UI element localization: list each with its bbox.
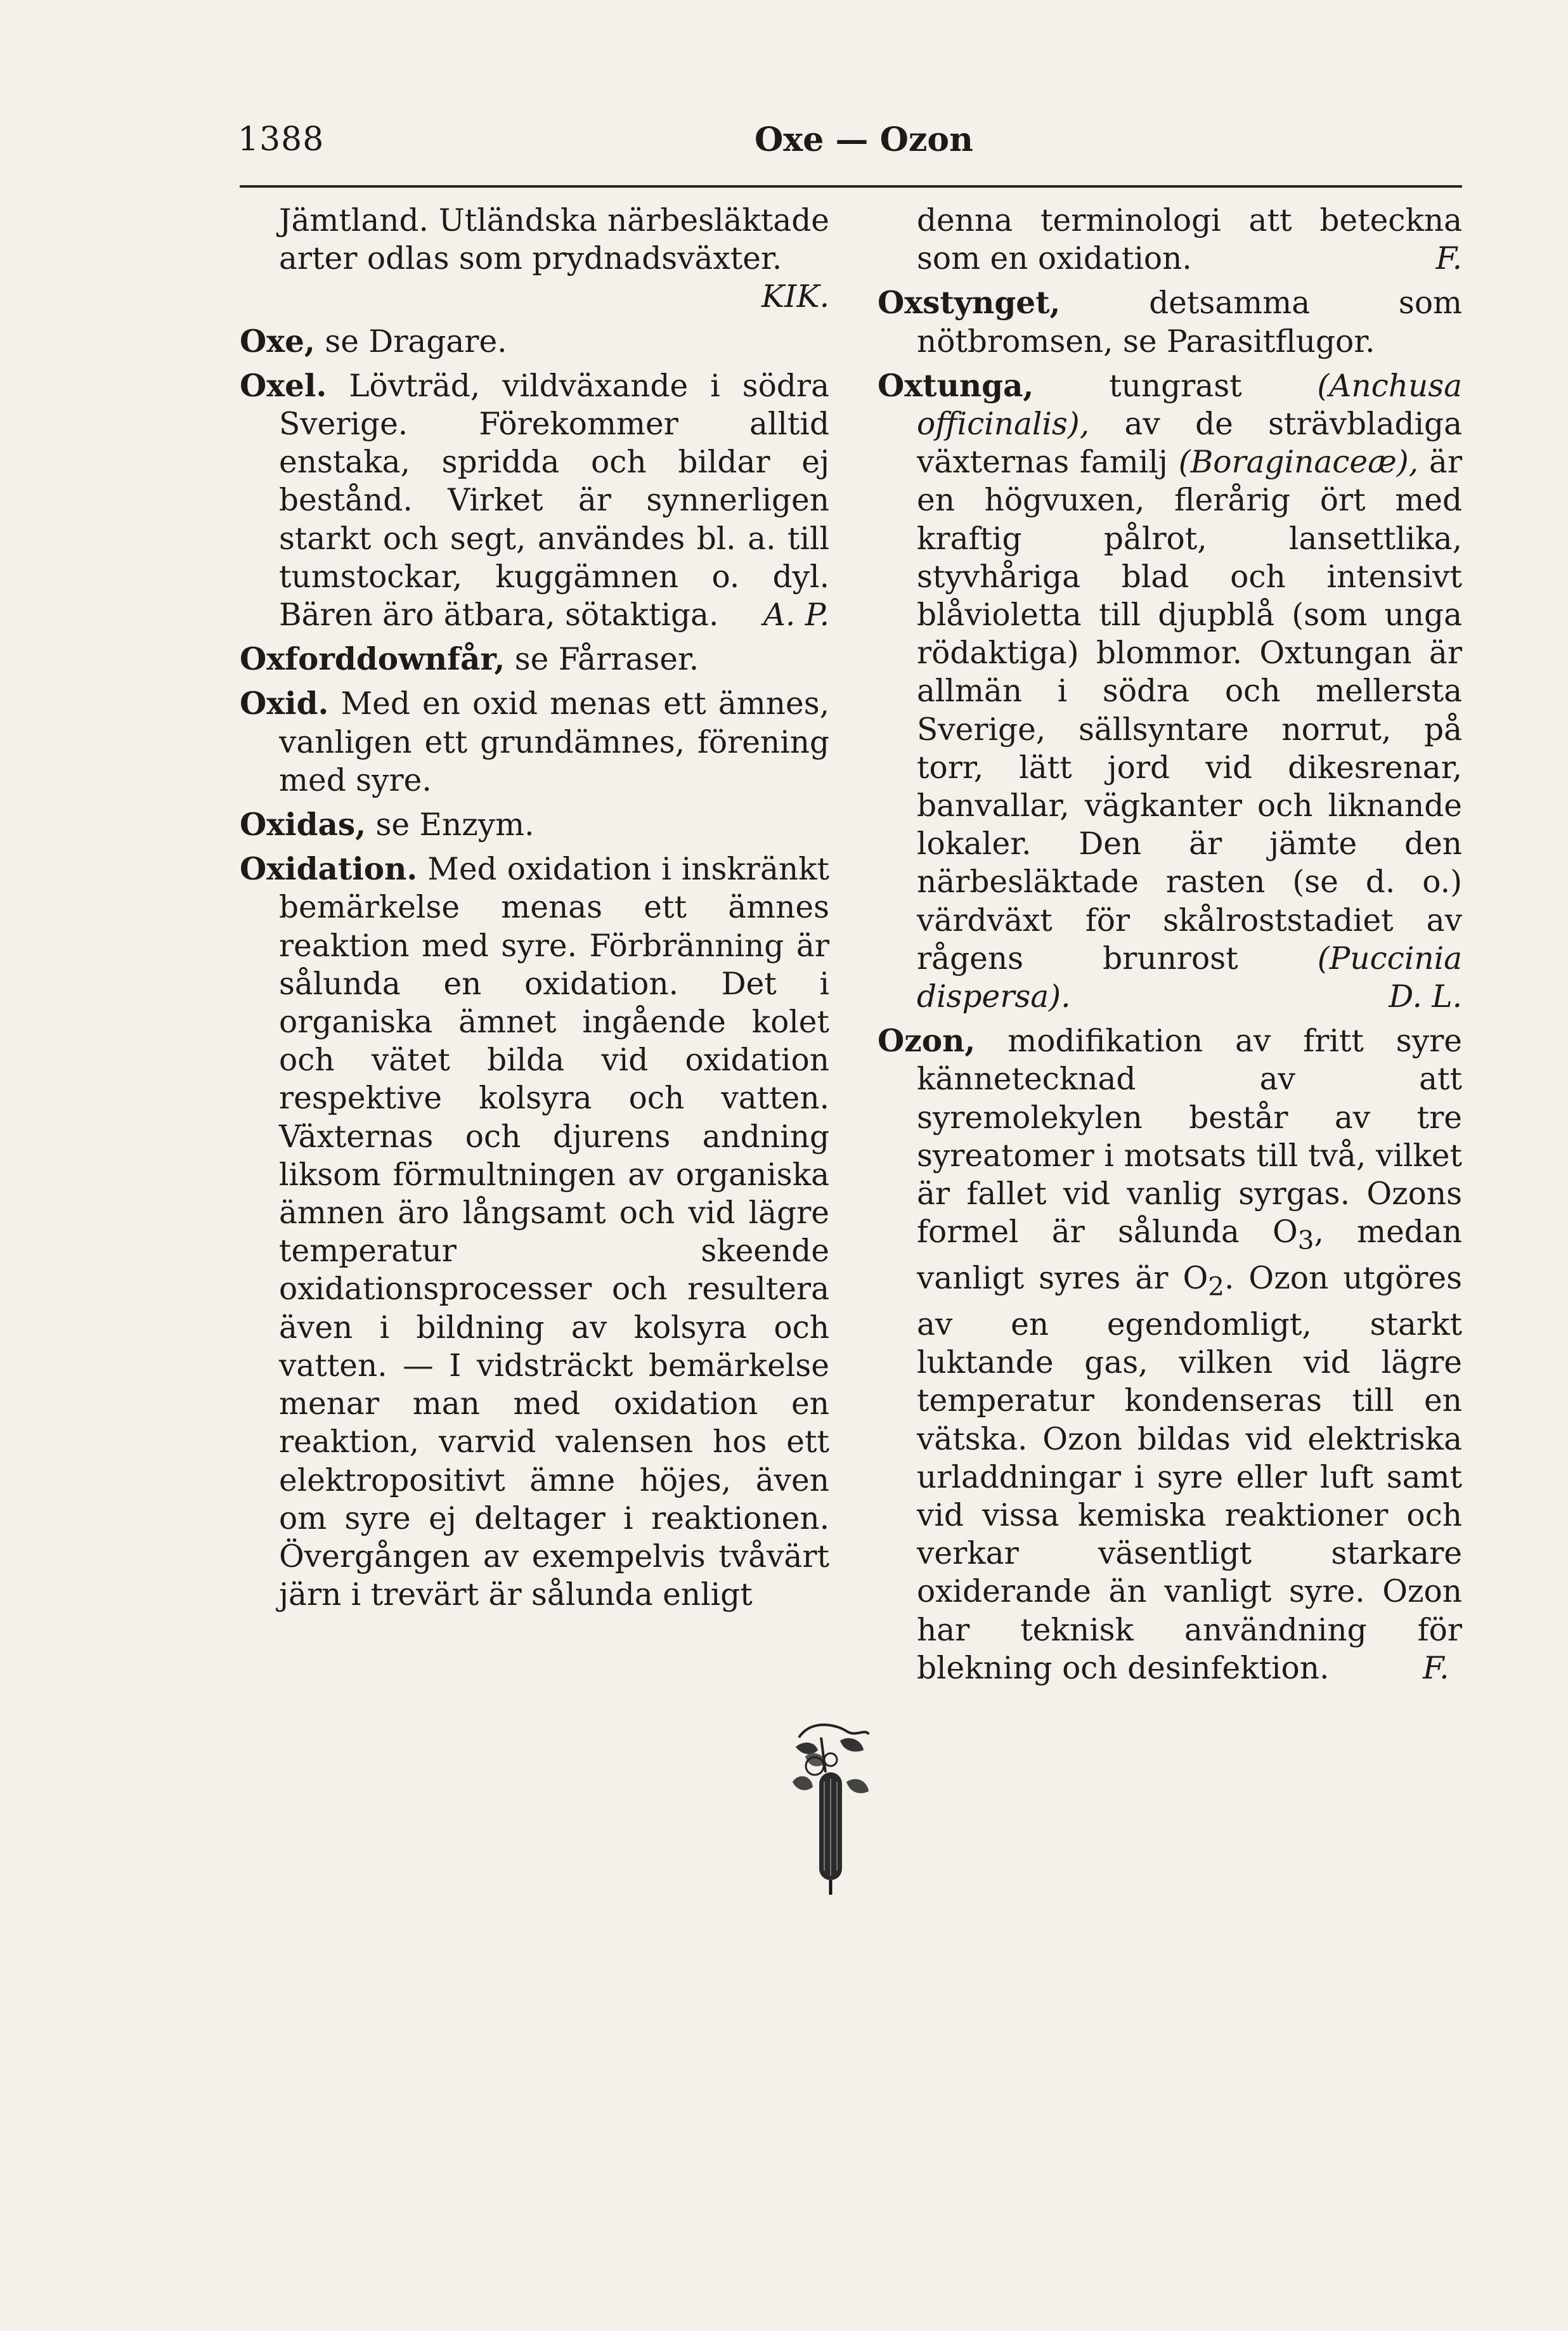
headword: Oxforddownfår, (240, 641, 505, 678)
entry-text: se Fårraser. (514, 642, 699, 678)
headword: Oxe, (240, 323, 315, 360)
author-signature: F. (1423, 1650, 1449, 1686)
left-column (240, 202, 829, 1620)
entry-oxstynget (878, 284, 1462, 360)
headword: Oxidas, (240, 807, 366, 843)
entry-continuation (878, 202, 1462, 278)
headword: Oxid. (240, 685, 329, 722)
entry-oxid (240, 685, 829, 800)
headword: Oxel. (240, 367, 327, 404)
entry-oxtunga (878, 367, 1462, 1016)
entry-continuation (240, 202, 829, 316)
entry-text: se Enzym. (375, 807, 535, 843)
entry-text: , medan vanligt syres är O (917, 1214, 1462, 1297)
entry-text: Lövträd, vildväxande i södra Sverige. Förekommer alltid enstaka, spridda och bildar ej bestånd. Virket är synnerligen starkt och segt, användes bl. a. till tumstockar, kuggämnen o. dyl. Bären äro ätbara, sötaktiga. (279, 368, 829, 633)
page-number: 1388 (238, 120, 325, 159)
entry-oxidation (240, 850, 829, 1614)
entry-ozon (878, 1022, 1462, 1687)
author-signature: A. P. (763, 597, 829, 633)
right-column (878, 202, 1462, 1694)
entry-text: är en högvuxen, flerårig ört med kraftig pålrot, lansettlika, styvhåriga blad och intensivt blåvioletta till djupblå (som unga rödaktiga) blommor. Oxtungan är allmän i södra och mellersta Sverige, sällsyntare norrut, på torr, lätt jord vid dikesrenar, banvallar, vägkanter och liknande lokaler. Den är jämte den närbesläktade rasten (se d. o.) värdväxt för skålroststadiet av rågens brunrost (917, 445, 1463, 977)
entry-oxforddownfar (240, 640, 829, 679)
cucumber-vine-icon (786, 1712, 875, 1896)
entry-text: Med en oxid menas ett ämnes, vanligen ett grundämnes, förening med syre. (279, 686, 830, 798)
entry-text: Jämtland. Utländska närbesläktade arter odlas som prydnadsväxter. (279, 203, 829, 277)
entry-oxidas (240, 806, 829, 844)
entry-text: av de strävbladiga växternas familj (917, 406, 1462, 481)
latin-name: (Anchusa officinalis), (917, 368, 1463, 443)
entry-text: detsamma som nötbromsen, se Parasitflugor. (917, 285, 1463, 360)
entry-text: modifikation av fritt syre kännetecknad av att syremolekylen består av tre syreatomer i motsats till två, vilket är fallet vid vanlig syrgas. Ozons formel är sålunda O (917, 1023, 1462, 1250)
subscript: 3 (1297, 1224, 1314, 1256)
entry-text: tungrast (1109, 368, 1242, 404)
headword: Ozon, (878, 1023, 976, 1060)
headword: Oxtunga, (878, 367, 1034, 404)
entry-text: se Dragare. (325, 323, 507, 360)
entry-oxe (240, 323, 829, 361)
entry-oxel (240, 367, 829, 634)
latin-name: (Puccinia dispersa). (917, 940, 1463, 1015)
headword: Oxstynget, (878, 285, 1061, 321)
entry-text: denna terminologi att beteckna som en oxidation. (917, 203, 1462, 277)
author-signature: KIK. (761, 279, 829, 315)
header-rule (240, 185, 1462, 188)
latin-name: (Boraginaceæ), (1178, 445, 1419, 481)
entry-text: Med oxidation i inskränkt bemärkelse menas ett ämnes reaktion med syre. Förbränning är sålunda en oxidation. Det i organiska ämnet ingående kolet och vätet bilda vid oxidation respektive kolsyra och vatten. Växternas och djurens andning liksom förmultningen av organiska ämnen äro långsamt och vid lägre temperatur skeende oxidationsprocesser och resultera även i bildning av kolsyra och vatten. — I vidsträckt bemärkelse menar man med oxidation en reaktion, varvid valensen hos ett elektropositivt ämne höjes, även om syre ej deltager i reaktionen. Övergången av exempelvis tvåvärt järn i trevärt är sålunda enligt (279, 852, 829, 1613)
author-signature: D. L. (1389, 979, 1462, 1015)
author-signature: F. (1435, 241, 1462, 277)
subscript: 2 (1208, 1271, 1224, 1302)
entry-text: . Ozon utgöres av en egendomligt, starkt luktande gas, vilken vid lägre temperatur kondenseras till en vätska. Ozon bildas vid elektriska urladdningar i syre eller luft samt vid vissa kemiska reaktioner och verkar väsentligt starkare oxiderande än vanligt syre. Ozon har teknisk användning för blekning och desinfektion. (917, 1261, 1462, 1686)
running-head: Oxe — Ozon (755, 120, 973, 159)
headword: Oxidation. (240, 851, 418, 888)
